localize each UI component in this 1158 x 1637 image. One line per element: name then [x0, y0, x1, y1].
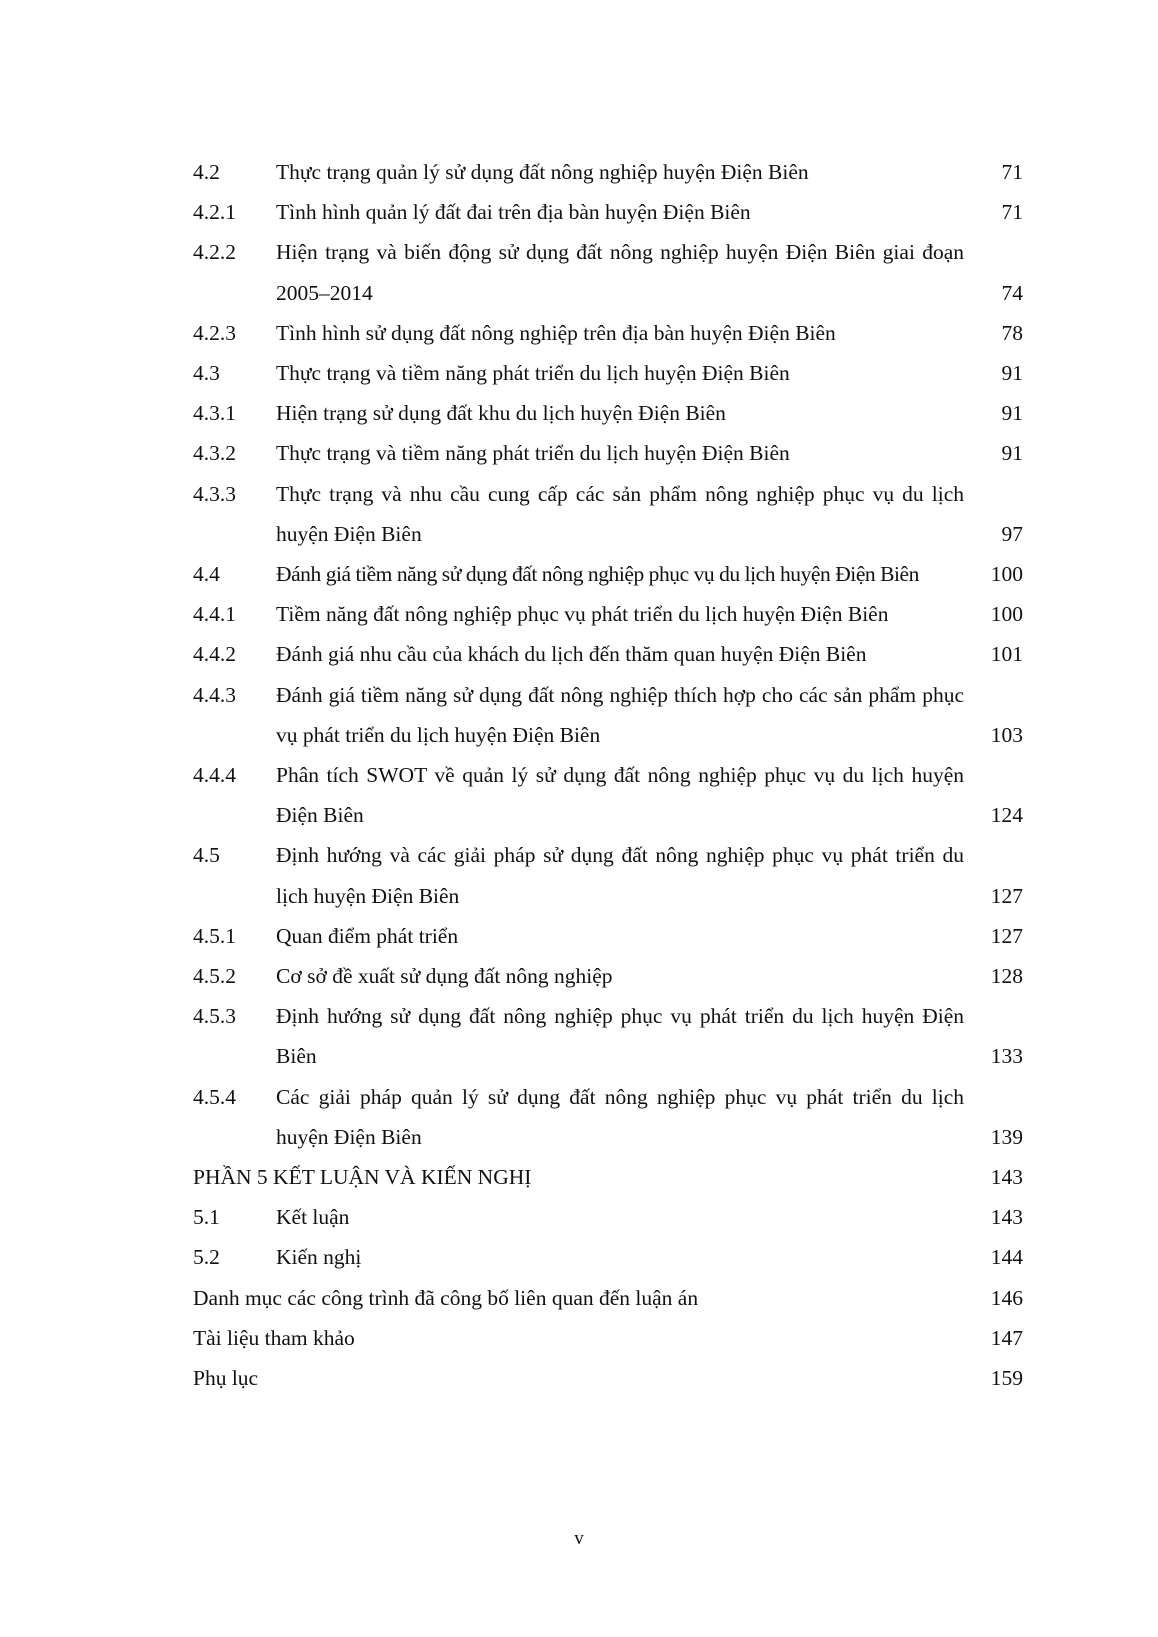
toc-entry-page: 143 [990, 1205, 1023, 1230]
toc-entry[interactable] [193, 192, 1023, 232]
toc-entry-number: 4.5 [193, 843, 220, 868]
toc-entry[interactable] [193, 1358, 1023, 1398]
toc-entry-number: 4.4.4 [193, 763, 236, 788]
toc-entry[interactable] [193, 353, 1023, 393]
toc-entry-number: 4.4.2 [193, 642, 236, 667]
toc-entry-page: 91 [1001, 441, 1023, 466]
toc-entry[interactable] [193, 675, 1023, 755]
toc-entry[interactable] [193, 1318, 1023, 1358]
toc-entry[interactable] [193, 313, 1023, 353]
toc-entry[interactable] [193, 1278, 1023, 1318]
toc-entry-page: 146 [990, 1285, 1023, 1310]
toc-entry-title: Đánh giá nhu cầu của khách du lịch đến thăm quan huyện Điện Biên [276, 642, 867, 667]
toc-entry-number: 4.3.2 [193, 441, 236, 466]
toc-entry-title: PHẦN 5 KẾT LUẬN VÀ KIẾN NGHỊ [193, 1165, 532, 1190]
toc-entry-page: 144 [990, 1245, 1023, 1270]
toc-entry[interactable] [193, 835, 1023, 915]
toc-entry-title: Tình hình sử dụng đất nông nghiệp trên địa bàn huyện Điện Biên [276, 320, 836, 345]
toc-entry-page: 100 [990, 602, 1023, 627]
toc-entry-number: 4.2.1 [193, 200, 236, 225]
toc-entry-title: Đánh giá tiềm năng sử dụng đất nông nghiệp phục vụ du lịch huyện Điện Biên [276, 562, 919, 587]
toc-entry[interactable] [193, 554, 1023, 594]
toc-entry-title: Định hướng và các giải pháp sử dụng đất nông nghiệp phục vụ phát triển du lịch huyện Điện Biên [276, 843, 964, 908]
toc-entry-page: 74 [1001, 280, 1023, 305]
toc-entry[interactable] [193, 916, 1023, 956]
toc-entry[interactable] [193, 594, 1023, 634]
toc-entry[interactable] [193, 1237, 1023, 1277]
toc-entry-title: Tiềm năng đất nông nghiệp phục vụ phát triển du lịch huyện Điện Biên [276, 602, 889, 627]
toc-entry-title: Cơ sở đề xuất sử dụng đất nông nghiệp [276, 964, 613, 989]
toc-entry-title: Quan điểm phát triển [276, 923, 459, 948]
toc-entry-page: 91 [1001, 401, 1023, 426]
toc-entry-page: 139 [990, 1124, 1023, 1149]
toc-entry[interactable] [193, 474, 1023, 554]
toc-entry-page: 91 [1001, 361, 1023, 386]
toc-entry-page: 143 [990, 1165, 1023, 1190]
page-number: v [574, 1528, 584, 1549]
toc-entry-title: Đánh giá tiềm năng sử dụng đất nông nghiệp thích hợp cho các sản phẩm phục vụ phát triển du lịch huyện Điện Biên [276, 682, 964, 747]
toc-entry-page: 78 [1001, 320, 1023, 345]
toc-entry-page: 128 [990, 964, 1023, 989]
toc-entry[interactable] [193, 1077, 1023, 1157]
toc-entry-title: Tài liệu tham khảo [193, 1325, 355, 1350]
toc-entry-number: 4.2 [193, 160, 220, 184]
toc-entry-page: 133 [990, 1044, 1023, 1069]
toc-entry-number: 5.1 [193, 1205, 220, 1230]
toc-entry-page: 159 [990, 1366, 1023, 1391]
table-of-contents [193, 152, 1023, 1398]
toc-entry-number: 4.4.1 [193, 602, 236, 627]
toc-entry[interactable] [193, 232, 1023, 312]
toc-entry-title: Các giải pháp quản lý sử dụng đất nông nghiệp phục vụ phát triển du lịch huyện Điện Biên [276, 1084, 964, 1149]
toc-entry[interactable] [193, 996, 1023, 1076]
toc-entry-number: 4.3.1 [193, 401, 236, 426]
toc-entry-number: 4.2.3 [193, 320, 236, 345]
toc-entry-title: Danh mục các công trình đã công bố liên quan đến luận án [193, 1285, 699, 1310]
toc-entry-title: Phân tích SWOT về quản lý sử dụng đất nông nghiệp phục vụ du lịch huyện Điện Biên [276, 763, 964, 828]
toc-entry-number: 4.5.1 [193, 923, 236, 948]
toc-entry[interactable] [193, 755, 1023, 835]
toc-entry-title: Thực trạng và tiềm năng phát triển du lịch huyện Điện Biên [276, 441, 790, 466]
toc-entry-title: Hiện trạng và biến động sử dụng đất nông nghiệp huyện Điện Biên giai đoạn 2005–2014 [276, 240, 964, 305]
toc-entry[interactable] [193, 1197, 1023, 1237]
toc-entry-title: Thực trạng quản lý sử dụng đất nông nghiệp huyện Điện Biên [276, 160, 809, 184]
toc-entry-number: 4.5.3 [193, 1004, 236, 1029]
toc-entry-number: 4.3 [193, 361, 220, 386]
toc-entry[interactable] [193, 956, 1023, 996]
toc-entry-page: 97 [1001, 521, 1023, 546]
toc-entry-page: 127 [990, 923, 1023, 948]
toc-entry-page: 71 [1001, 160, 1023, 184]
toc-entry-number: 4.4 [193, 562, 220, 587]
toc-entry[interactable] [193, 634, 1023, 674]
toc-entry-number: 4.3.3 [193, 481, 236, 506]
toc-entry-title: Hiện trạng sử dụng đất khu du lịch huyện Điện Biên [276, 401, 726, 426]
toc-entry-title: Kết luận [276, 1205, 350, 1230]
toc-entry-number: 5.2 [193, 1245, 220, 1270]
toc-entry-title: Định hướng sử dụng đất nông nghiệp phục vụ phát triển du lịch huyện Điện Biên [276, 1004, 964, 1069]
toc-entry[interactable] [193, 1157, 1023, 1197]
toc-entry-number: 4.4.3 [193, 682, 236, 707]
toc-entry-page: 100 [990, 562, 1023, 587]
toc-entry-page: 103 [990, 722, 1023, 747]
toc-entry[interactable] [193, 433, 1023, 473]
toc-entry-page: 71 [1001, 200, 1023, 225]
toc-entry-title: Tình hình quản lý đất đai trên địa bàn huyện Điện Biên [276, 200, 751, 225]
toc-entry-title: Kiến nghị [276, 1245, 362, 1270]
toc-entry[interactable] [193, 393, 1023, 433]
toc-entry[interactable] [193, 152, 1023, 192]
toc-entry-page: 127 [990, 883, 1023, 908]
toc-entry-page: 147 [990, 1325, 1023, 1350]
toc-entry-title: Thực trạng và tiềm năng phát triển du lịch huyện Điện Biên [276, 361, 790, 386]
toc-entry-number: 4.2.2 [193, 240, 236, 265]
toc-entry-page: 124 [990, 803, 1023, 828]
toc-entry-number: 4.5.2 [193, 964, 236, 989]
toc-entry-page: 101 [990, 642, 1023, 667]
toc-entry-number: 4.5.4 [193, 1084, 236, 1109]
toc-entry-title: Phụ lục [193, 1366, 259, 1391]
toc-entry-title: Thực trạng và nhu cầu cung cấp các sản phẩm nông nghiệp phục vụ du lịch huyện Điện Biên [276, 481, 964, 546]
